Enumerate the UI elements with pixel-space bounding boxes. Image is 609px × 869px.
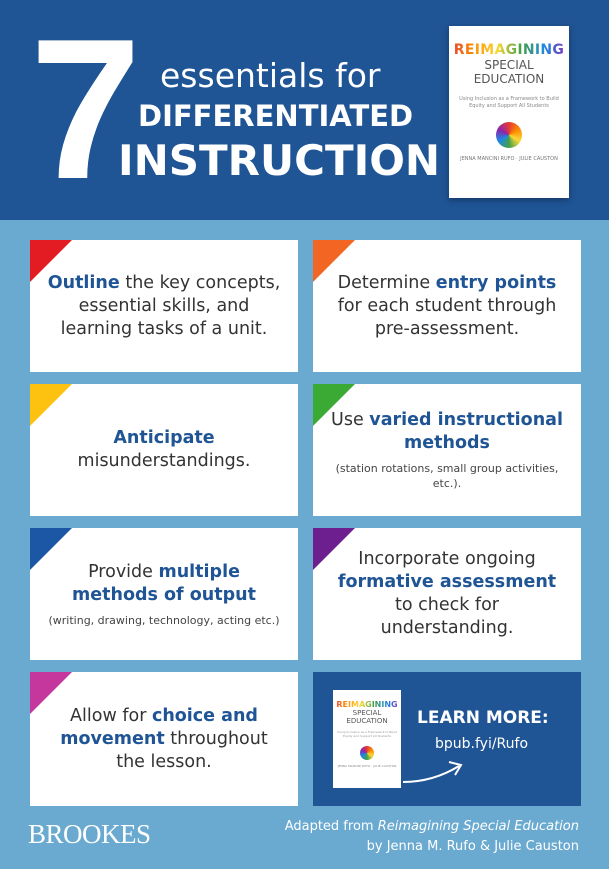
header-banner (0, 0, 609, 220)
brookes-logo: BROOKES (28, 819, 151, 849)
card-outline-text: Outline the key concepts, essential skills, and learning tasks of a unit. (47, 272, 281, 339)
card-varied-methods-note: (station rotations, small group activities, etc.). (335, 462, 559, 490)
card-choice-text: Allow for choice and movement throughout the lesson. (60, 705, 268, 772)
mini-book-authors: JENNA MANCINI RUFO · JULIE CAUSTON (337, 764, 397, 768)
book-title-bottom: SPECIAL EDUCATION (473, 58, 545, 86)
card-formative-text: Incorporate ongoing formative assessment to check for understanding. (337, 549, 557, 638)
book-subtitle: Using Inclusion as a Framework to Build Equity and Support All Students (459, 96, 559, 109)
learn-more-panel[interactable] (313, 672, 581, 806)
card-varied-methods (313, 384, 581, 516)
mini-book-cover (333, 690, 401, 788)
mini-book-title-bottom: SPECIAL EDUCATION (346, 709, 388, 725)
attribution: Adapted from Reimagining Special Education by Jenna M. Rufo & Julie Causton (284, 819, 579, 854)
title-line-2: DIFFERENTIATED (138, 99, 414, 133)
book-title-top: REIMAGINING (449, 42, 569, 58)
learn-more-title: LEARN MORE: (417, 708, 549, 728)
card-choice (30, 672, 298, 806)
big-number: 7 (30, 0, 136, 221)
card-anticipate (30, 384, 298, 516)
title-line-3: INSTRUCTION (118, 136, 441, 185)
card-output-text: Provide multiple methods of output (72, 561, 256, 605)
title-line-1: essentials for (160, 56, 381, 95)
mini-rainbow-apple-icon (360, 746, 374, 760)
card-entry-points (313, 240, 581, 372)
curved-arrow-icon (399, 756, 469, 786)
card-entry-points-text: Determine entry points for each student through pre-assessment. (337, 272, 557, 339)
book-authors: JENNA MANCINI RUFO · JULIE CAUSTON (460, 156, 558, 162)
card-anticipate-text: Anticipate misunderstandings. (77, 428, 251, 471)
mini-book-subtitle: Using Inclusion as a Framework to Build Equity and Support All Students (337, 730, 397, 738)
card-varied-methods-text: Use varied instructional methods (331, 410, 563, 453)
learn-more-link[interactable]: bpub.fyi/Rufo (435, 736, 529, 752)
card-output-note: (writing, drawing, technology, acting etc.) (48, 613, 280, 627)
card-formative (313, 528, 581, 660)
book-cover (449, 26, 569, 198)
card-outline (30, 240, 298, 372)
rainbow-apple-icon (496, 122, 522, 148)
card-output (30, 528, 298, 660)
mini-book-title-top: REIMAGINING (333, 700, 401, 709)
